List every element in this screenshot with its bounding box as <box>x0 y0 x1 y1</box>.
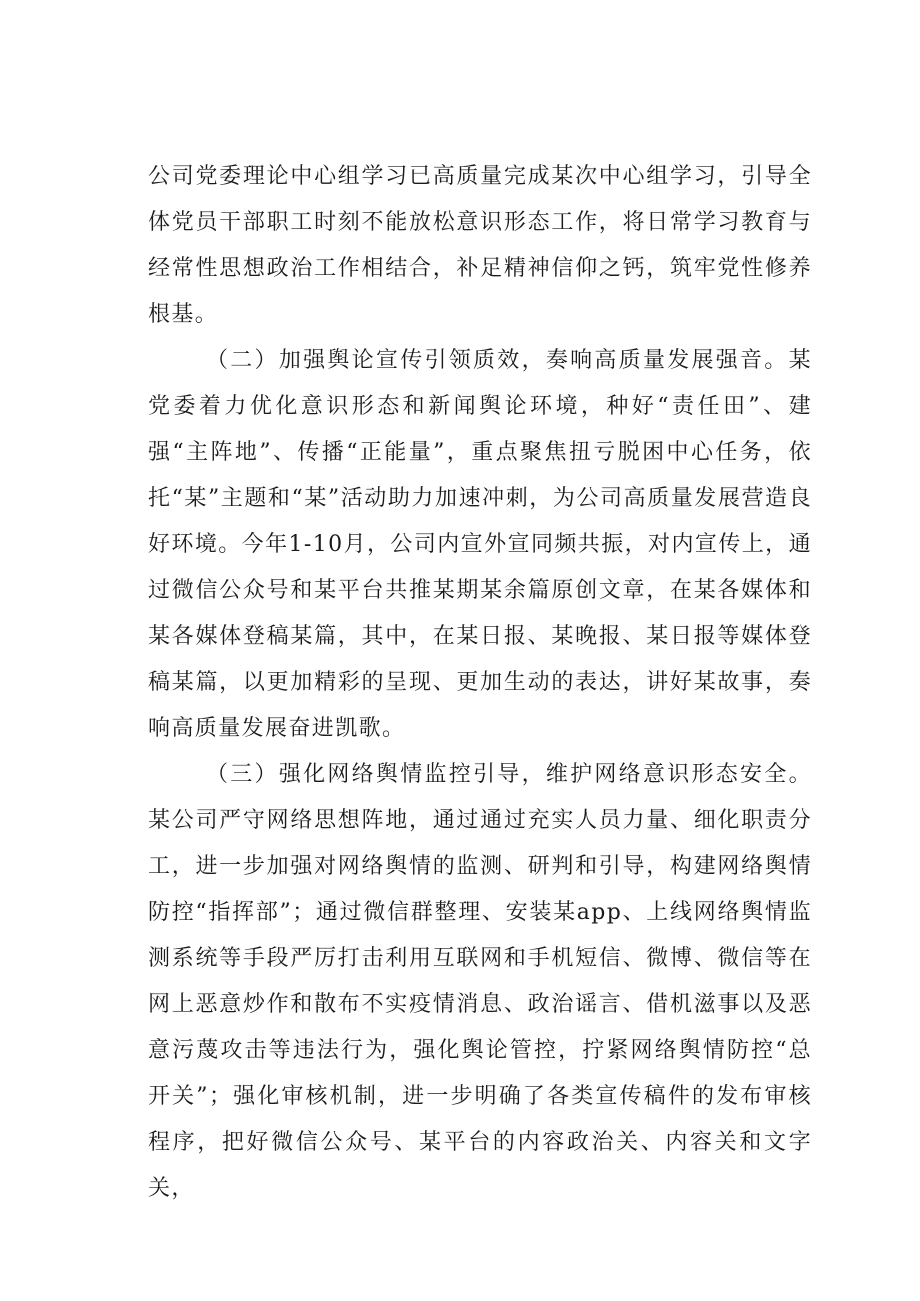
document-body <box>148 154 812 1212</box>
paragraph-3: （三）强化网络舆情监控引导，维护网络意识形态安全。某公司严守网络思想阵地，通过通过充实人员力量、细化职责分工，进一步加强对网络舆情的监测、研判和引导，构建网络舆情防控“指挥部”；通过微信群整理、安装某app、上线网络舆情监测系统等手段严厉打击利用互联网和手机短信、微博、微信等在网上恶意炒作和散布不实疫情消息、政治谣言、借机滋事以及恶意污蔑攻击等违法行为，强化舆论管控，拧紧网络舆情防控“总开关”；强化审核机制，进一步明确了各类宣传稿件的发布审核程序，把好微信公众号、某平台的内容政治关、内容关和文字关， <box>148 762 812 1201</box>
paragraph-2: （二）加强舆论宣传引领质效，奏响高质量发展强音。某党委着力优化意识形态和新闻舆论环境，种好“责任田”、建强“主阵地”、传播“正能量”，重点聚焦扭亏脱困中心任务，依托“某”主题和“某”活动助力加速冲刺，为公司高质量发展营造良好环境。今年1-10月，公司内宣外宣同频共振，对内宣传上，通过微信公众号和某平台共推某期某余篇原创文章，在某各媒体和某各媒体登稿某篇，其中，在某日报、某晚报、某日报等媒体登稿某篇，以更加精彩的呈现、更加生动的表达，讲好某故事，奏响高质量发展奋进凯歌。 <box>148 348 812 741</box>
paragraph-1: 公司党委理论中心组学习已高质量完成某次中心组学习，引导全体党员干部职工时刻不能放松意识形态工作，将日常学习教育与经常性思想政治工作相结合，补足精神信仰之钙，筑牢党性修养根基。 <box>148 164 812 327</box>
